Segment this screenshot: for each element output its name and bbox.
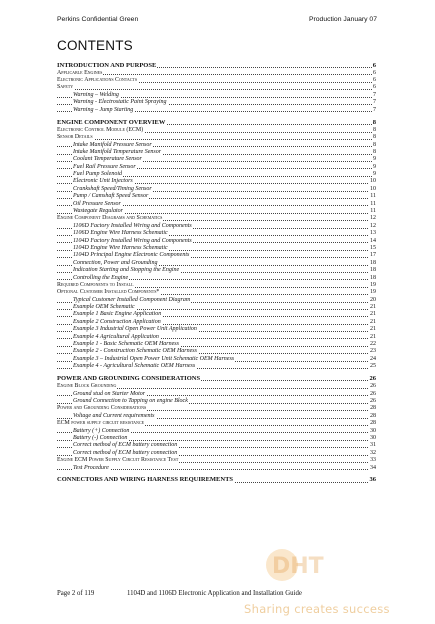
toc-entry-page: 13 [370, 230, 376, 237]
toc-entry-title: Indication Starting and Stopping the Engine [73, 267, 180, 274]
toc-entry-title: Example 4 - Agricultural Schematic OEM Harness [73, 363, 196, 370]
toc-entry-page: 28 [370, 412, 376, 419]
toc-entry-page: 21 [370, 304, 376, 311]
toc-entry[interactable] [57, 475, 376, 484]
toc-entry[interactable] [57, 223, 376, 230]
toc-entry[interactable] [57, 267, 376, 274]
toc-entry-page: 14 [370, 237, 376, 244]
toc-entry-title: 1104D Principal Engine Electronic Components [73, 252, 190, 259]
toc-entry-page: 26 [369, 375, 376, 383]
toc-entry[interactable] [57, 238, 376, 245]
toc-entry[interactable] [57, 84, 376, 91]
toc-entry-title: Ground stud on Starter Motor [73, 390, 146, 397]
toc-entry[interactable] [57, 178, 376, 185]
toc-leader-dots [57, 139, 376, 140]
toc-entry[interactable] [57, 61, 376, 70]
toc-entry[interactable] [57, 405, 376, 412]
toc-entry[interactable] [57, 297, 376, 304]
toc-entry[interactable] [57, 252, 376, 259]
toc-entry-title: 1104D Factory Installed Wiring and Components [73, 237, 192, 244]
toc-entry-title: Coolant Temperature Sensor [73, 156, 142, 163]
toc-entry-page: 21 [370, 333, 376, 340]
toc-entry[interactable] [57, 428, 376, 435]
toc-entry-title: Battery (+) Connection [73, 427, 130, 434]
toc-entry-title: Engine ECM Power Supply Circuit Resistance Test [57, 457, 179, 464]
page-title: CONTENTS [57, 38, 133, 53]
toc-entry-title: Controlling the Engine [73, 274, 129, 281]
toc-entry[interactable] [57, 77, 376, 84]
toc-entry-page: 15 [370, 244, 376, 251]
toc-entry-page: 10 [370, 178, 376, 185]
toc-entry-title: Test Procedure [73, 464, 109, 471]
toc-entry-title: Example 4 Agricultural Application [73, 333, 159, 340]
toc-entry[interactable] [57, 164, 376, 171]
toc-entry[interactable] [57, 275, 376, 282]
toc-entry-page: 32 [370, 449, 376, 456]
toc-entry-title: Warning – Jump Starting [73, 106, 134, 113]
toc-entry[interactable] [57, 398, 376, 405]
toc-entry-title: Example 3 – Industrial Open Power Unit Schematic OEM Harness [73, 355, 235, 362]
toc-entry[interactable] [57, 201, 376, 208]
toc-entry-page: 26 [370, 390, 376, 397]
toc-entry[interactable] [57, 319, 376, 326]
toc-entry-title: Ground Connection to Tapping on engine Block [73, 398, 188, 405]
toc-entry-title: Example 1 - Basic Schematic OEM Harness [73, 341, 179, 348]
toc-entry-title: ENGINE COMPONENT OVERVIEW [57, 118, 166, 126]
toc-entry[interactable] [57, 348, 376, 355]
toc-entry-page: 30 [370, 435, 376, 442]
toc-entry[interactable] [57, 341, 376, 348]
toc-entry-title: Sensor Details [57, 134, 93, 141]
toc-entry[interactable] [57, 334, 376, 341]
page-header [57, 16, 377, 28]
toc-entry[interactable] [57, 450, 376, 457]
toc-entry-title: CONNECTORS AND WIRING HARNESS REQUIREMENTS [57, 476, 234, 484]
toc-entry-page: 8 [373, 148, 376, 155]
toc-entry-page: 8 [373, 126, 376, 133]
toc-entry-page: 9 [373, 156, 376, 163]
toc-entry-title: Example 3 Industrial Open Power Unit Application [73, 326, 197, 333]
toc-entry-title: Typical Customer Installed Component Diagram [73, 296, 191, 303]
toc-entry-title: Example 1 Basic Engine Application [73, 311, 162, 318]
toc-entry-title: Intake Manifold Pressure Sensor [73, 141, 152, 148]
toc-entry[interactable] [57, 304, 376, 311]
toc-entry-title: Fuel Pump Solenoid [73, 171, 122, 178]
toc-entry-page: 11 [370, 200, 376, 207]
toc-entry-title: Example 2 Construction Application [73, 318, 161, 325]
toc-entry[interactable] [57, 457, 376, 464]
toc-entry-title: Crankshaft Speed/Timing Sensor [73, 185, 152, 192]
toc-entry-page: 30 [370, 427, 376, 434]
toc-entry-page: 21 [370, 311, 376, 318]
toc-entry[interactable] [57, 134, 376, 141]
toc-entry-title: 1106D Engine Wire Harness Schematic [73, 230, 168, 237]
toc-entry-page: 34 [370, 464, 376, 471]
toc-entry[interactable] [57, 391, 376, 398]
toc-entry-page: 21 [370, 318, 376, 325]
toc-entry[interactable] [57, 107, 376, 114]
toc-entry-page: 12 [370, 215, 376, 222]
toc-entry[interactable] [57, 156, 376, 163]
toc-entry-page: 6 [373, 69, 376, 76]
toc-entry[interactable] [57, 215, 376, 222]
toc-entry[interactable] [57, 465, 376, 472]
page-footer [57, 590, 377, 602]
toc-entry-page: 36 [369, 476, 376, 484]
table-of-contents [57, 57, 376, 485]
toc-entry-title: ECM power supply circuit resistance [57, 420, 145, 427]
toc-entry-title: Electronic Applications Contacts [57, 77, 138, 84]
toc-entry-page: 6 [373, 84, 376, 91]
toc-entry[interactable] [57, 289, 376, 296]
toc-entry-page: 12 [370, 222, 376, 229]
toc-entry-title: Oil Pressure Sensor [73, 200, 121, 207]
toc-entry-page: 6 [372, 61, 376, 69]
toc-entry[interactable] [57, 193, 376, 200]
toc-entry-page: 7 [373, 99, 376, 106]
toc-entry-title: Intake Manifold Temperature Sensor [73, 148, 162, 155]
toc-entry-page: 10 [370, 185, 376, 192]
toc-leader-dots [57, 74, 376, 75]
toc-entry[interactable] [57, 208, 376, 215]
toc-entry-page: 11 [370, 193, 376, 200]
toc-entry-title: Battery (-) Connection [73, 435, 128, 442]
toc-entry-title: Warning – Welding [73, 91, 119, 98]
toc-entry[interactable] [57, 171, 376, 178]
toc-entry-title: Fuel Rail Pressure Sensor [73, 163, 136, 170]
toc-entry-title: Electronic Unit Injectors [73, 178, 133, 185]
toc-entry-page: 28 [370, 420, 376, 427]
toc-entry-page: 33 [370, 457, 376, 464]
toc-entry[interactable] [57, 326, 376, 333]
toc-entry-title: Warning - Electrostatic Paint Spraying [73, 99, 167, 106]
toc-entry-page: 11 [370, 208, 376, 215]
toc-entry[interactable] [57, 311, 376, 318]
toc-entry[interactable] [57, 70, 376, 77]
header-classification: Perkins Confidential Green [57, 16, 139, 23]
toc-entry-page: 19 [370, 281, 376, 288]
toc-entry-page: 24 [370, 355, 376, 362]
toc-entry[interactable] [57, 383, 376, 390]
toc-entry[interactable] [57, 127, 376, 134]
toc-entry-page: 8 [373, 134, 376, 141]
toc-entry[interactable] [57, 118, 376, 127]
toc-entry-page: 26 [370, 398, 376, 405]
toc-entry-title: Voltage and Current requirements [73, 412, 155, 419]
toc-entry-page: 18 [370, 267, 376, 274]
toc-entry-title: Safety [57, 84, 74, 91]
toc-entry-page: 22 [370, 341, 376, 348]
toc-entry-title: Example OEM Schematic [73, 304, 135, 311]
toc-entry-title: Correct method of ECM battery connection [73, 442, 178, 449]
toc-entry[interactable] [57, 363, 376, 370]
toc-entry-title: Engine Block Grounding [57, 383, 117, 390]
toc-entry[interactable] [57, 99, 376, 106]
toc-entry-title: Applicable Engines [57, 69, 103, 76]
toc-entry[interactable] [57, 282, 376, 289]
toc-entry-page: 25 [370, 363, 376, 370]
toc-entry[interactable] [57, 420, 376, 427]
header-production-date: Production January 07 [308, 16, 377, 23]
toc-entry-page: 9 [373, 163, 376, 170]
toc-entry[interactable] [57, 374, 376, 383]
toc-entry-page: 19 [370, 289, 376, 296]
toc-entry-page: 8 [373, 141, 376, 148]
watermark-logo [262, 545, 346, 585]
toc-entry-page: 26 [370, 383, 376, 390]
watermark-text: Sharing creates success [244, 602, 390, 616]
toc-entry[interactable] [57, 260, 376, 267]
toc-entry-page: 8 [372, 118, 376, 126]
toc-entry-page: 18 [370, 274, 376, 281]
toc-entry-title: Example 2 - Construction Schematic OEM Harness [73, 348, 197, 355]
toc-entry[interactable] [57, 442, 376, 449]
toc-entry-page: 31 [370, 442, 376, 449]
watermark-logo-text: DHT [272, 554, 324, 579]
toc-entry-title: 1106D Factory Installed Wiring and Components [73, 222, 192, 229]
toc-entry-title: Required Components to Install [57, 281, 134, 288]
toc-entry-page: 7 [373, 106, 376, 113]
toc-entry-page: 28 [370, 405, 376, 412]
toc-entry-title: Wastegate Regulator [73, 208, 123, 215]
toc-entry-page: 23 [370, 348, 376, 355]
toc-entry-page: 20 [370, 296, 376, 303]
toc-entry-title: INTRODUCTION AND PURPOSE [57, 61, 157, 69]
toc-entry-title: Power and Grounding Considerations [57, 405, 147, 412]
footer-page-number: Page 2 of 119 [57, 590, 95, 597]
toc-entry[interactable] [57, 413, 376, 420]
toc-entry[interactable] [57, 92, 376, 99]
toc-entry-title: 1104D Engine Wire Harness Schematic [73, 244, 168, 251]
toc-entry-title: Pump / Camshaft Speed Sensor [73, 193, 149, 200]
toc-entry-title: Connection, Power and Grounding [73, 259, 158, 266]
toc-entry[interactable] [57, 230, 376, 237]
toc-leader-dots [57, 89, 376, 90]
toc-entry-page: 7 [373, 91, 376, 98]
toc-entry-title: POWER AND GROUNDING CONSIDERATIONS [57, 375, 201, 383]
toc-entry[interactable] [57, 149, 376, 156]
toc-entry-page: 9 [373, 171, 376, 178]
toc-entry-title: Correct method of ECM battery connection [73, 449, 178, 456]
toc-entry-page: 18 [370, 259, 376, 266]
toc-entry[interactable] [57, 142, 376, 149]
toc-entry-title: Electronic Control Module (ECM) [57, 126, 144, 133]
toc-entry-page: 6 [373, 77, 376, 84]
toc-entry-title: Optional Customer Installed Components* [57, 289, 160, 296]
toc-entry-page: 21 [370, 326, 376, 333]
toc-entry-page: 17 [370, 252, 376, 259]
footer-document-title: 1104D and 1106D Electronic Application and Installation Guide [127, 590, 302, 597]
toc-entry-title: Engine Component Diagrams and Schematics [57, 215, 163, 222]
